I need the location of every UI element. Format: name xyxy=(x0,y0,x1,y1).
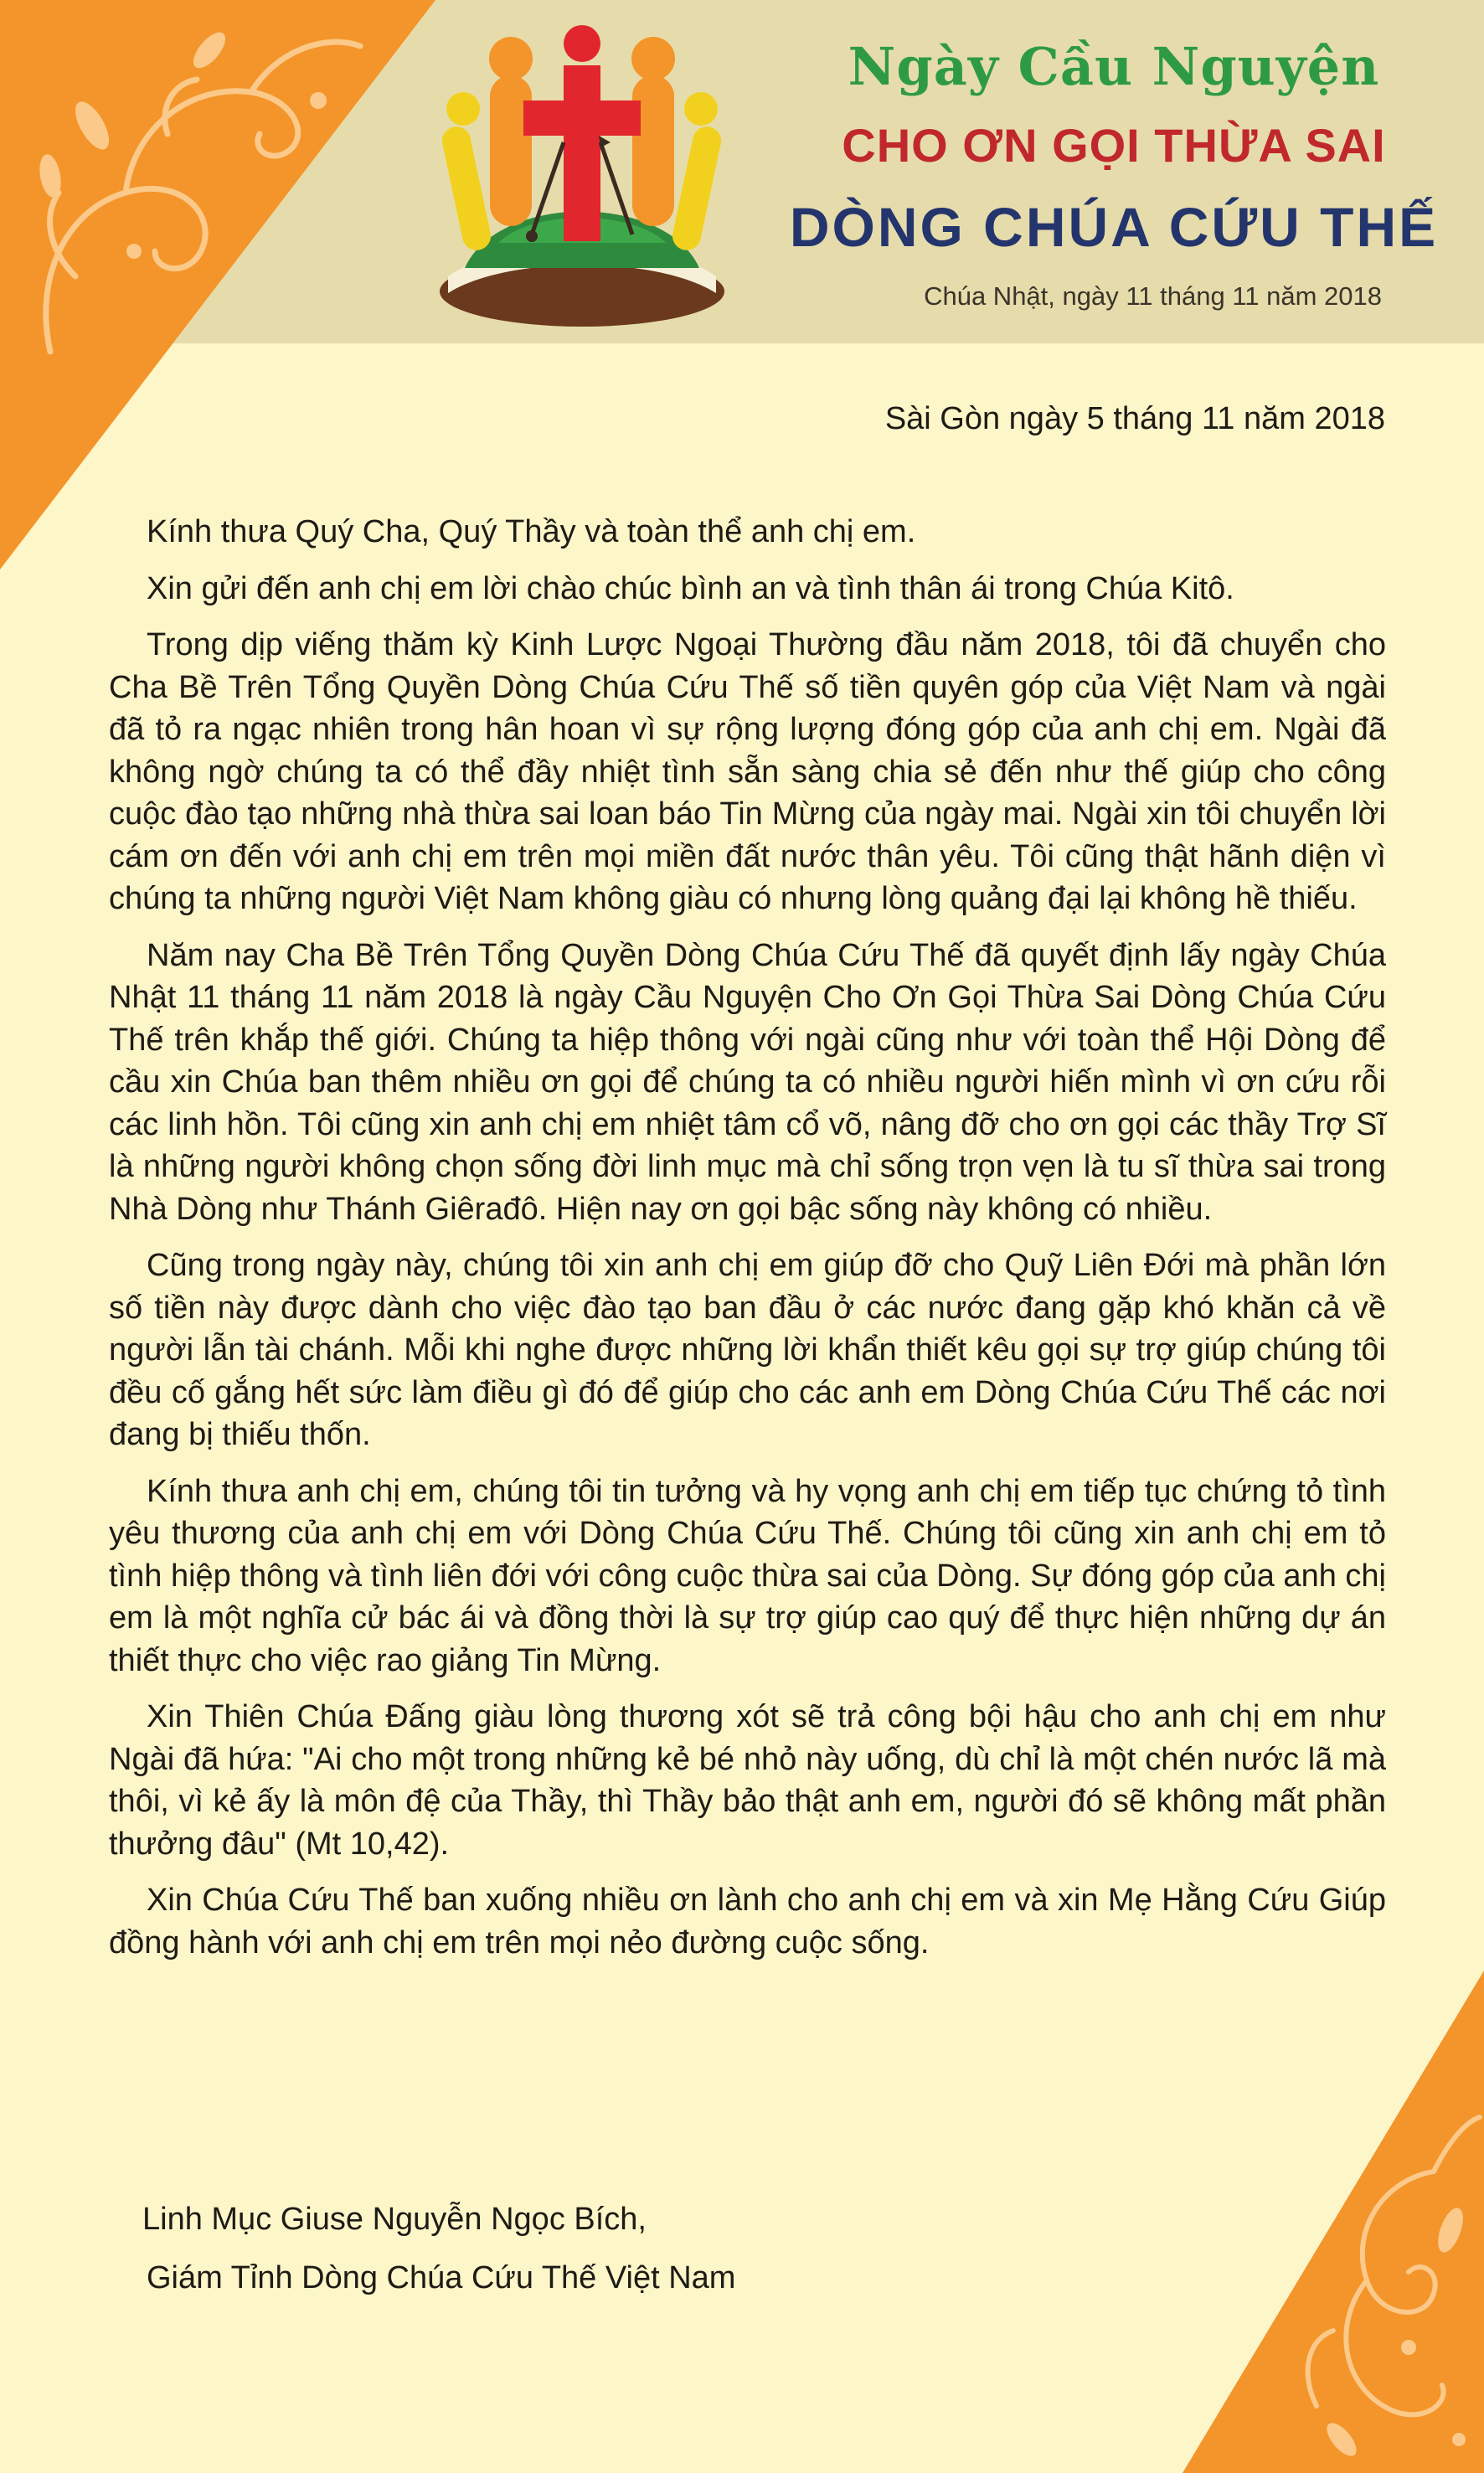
letter-paragraph: Xin Thiên Chúa Đấng giàu lòng thương xót sẽ trả công bội hậu cho anh chị em như Ngài đã hứa: "Ai cho một trong những kẻ bé nhỏ này uống, dù chỉ là một chén nước lã mà thôi, vì kẻ ấy là môn đệ của Thầy, thì Thầy bảo thật anh em, người đó sẽ không mất phần thưởng đâu" (Mt 10,42). xyxy=(109,1699,1386,1862)
event-date: Chúa Nhật, ngày 11 tháng 11 năm 2018 xyxy=(924,281,1382,311)
title-mission-vocation: CHO ƠN GỌI THỪA SAI xyxy=(842,119,1386,172)
title-block xyxy=(779,33,1449,312)
signature-name: Linh Mục Giuse Nguyễn Ngọc Bích, xyxy=(142,2202,647,2237)
letter-paragraph: Xin Chúa Cứu Thế ban xuống nhiều ơn lành cho anh chị em và xin Mẹ Hằng Cứu Giúp đồng hành với anh chị em trên mọi nẻo đường cuộc sống. xyxy=(109,1883,1386,1960)
letter-dateline: Sài Gòn ngày 5 tháng 11 năm 2018 xyxy=(884,401,1385,436)
letter-body xyxy=(109,511,1386,1978)
corner-flourish-top-left xyxy=(0,0,435,569)
letter-paragraph: Kính thưa anh chị em, chúng tôi tin tưởng và hy vọng anh chị em tiếp tục chứng tỏ tình yêu thương của anh chị em với Dòng Chúa Cứu Thế. Chúng tôi cũng xin anh chị em tỏ tình hiệp thông và tình liên đới với công cuộc thừa sai của Dòng. Sự đóng góp của anh chị em là một nghĩa cử bác ái và đồng thời là sự trợ giúp cao quý để thực hiện những dự án thiết thực cho việc rao giảng Tin Mừng. xyxy=(109,1473,1386,1678)
title-prayer-day: Ngày Cầu Nguyện xyxy=(848,36,1380,97)
mission-prayer-logo xyxy=(431,25,733,335)
letter-paragraph: Kính thưa Quý Cha, Quý Thầy và toàn thể anh chị em. xyxy=(147,514,916,549)
title-congregation: DÒNG CHÚA CỨU THẾ xyxy=(789,196,1439,258)
letter-paragraph: Năm nay Cha Bề Trên Tổng Quyền Dòng Chúa Cứu Thế đã quyết định lấy ngày Chúa Nhật 11 tháng 11 năm 2018 là ngày Cầu Nguyện Cho Ơn Gọi Thừa Sai Dòng Chúa Cứu Thế trên khắp thế giới. Chúng ta hiệp thông với ngài cũng như với toàn thể Hội Dòng để cầu xin Chúa ban thêm nhiều ơn gọi để chúng ta có nhiều người hiến mình vì ơn cứu rỗi các linh hồn. Tôi cũng xin anh chị em nhiệt tâm cổ võ, nâng đỡ cho ơn gọi các thầy Trợ Sĩ là những người không chọn sống đời linh mục mà chỉ sống trọn vẹn là tu sĩ thừa sai trong Nhà Dòng như Thánh Giêrađô. Hiện nay ơn gọi bậc sống này không có nhiều. xyxy=(109,937,1386,1227)
corner-flourish-bottom-right xyxy=(1183,1971,1484,2473)
signature-title: Giám Tỉnh Dòng Chúa Cứu Thế Việt Nam xyxy=(147,2260,736,2295)
letter-paragraph: Xin gửi đến anh chị em lời chào chúc bình an và tình thân ái trong Chúa Kitô. xyxy=(147,570,1234,606)
letter-paragraph: Trong dịp viếng thăm kỳ Kinh Lược Ngoại Thường đầu năm 2018, tôi đã chuyển cho Cha Bề Trên Tổng Quyền Dòng Chúa Cứu Thế số tiền quyên góp của Việt Nam và ngài đã tỏ ra ngạc nhiên trong hân hoan vì sự rộng lượng đóng góp của anh chị em. Ngài đã không ngờ chúng ta có thể đầy nhiệt tình sẵn sàng chia sẻ đến như thế giúp cho công cuộc đào tạo những nhà thừa sai loan báo Tin Mừng của ngày mai. Ngài xin tôi chuyển lời cám ơn đến với anh chị em trên mọi miền đất nước thân yêu. Tôi cũng thật hãnh diện vì chúng ta những người Việt Nam không giàu có nhưng lòng quảng đại lại không hề thiếu. xyxy=(109,627,1386,916)
letter-paragraph: Cũng trong ngày này, chúng tôi xin anh chị em giúp đỡ cho Quỹ Liên Đới mà phần lớn số tiền này được dành cho việc đào tạo ban đầu ở các nước đang gặp khó khăn cả về người lẫn tài chánh. Mỗi khi nghe được những lời khẩn thiết kêu gọi sự trợ giúp chúng tôi đều cố gắng hết sức làm điều gì đó để giúp cho các anh em Dòng Chúa Cứu Thế các nơi đang bị thiếu thốn. xyxy=(109,1248,1386,1452)
